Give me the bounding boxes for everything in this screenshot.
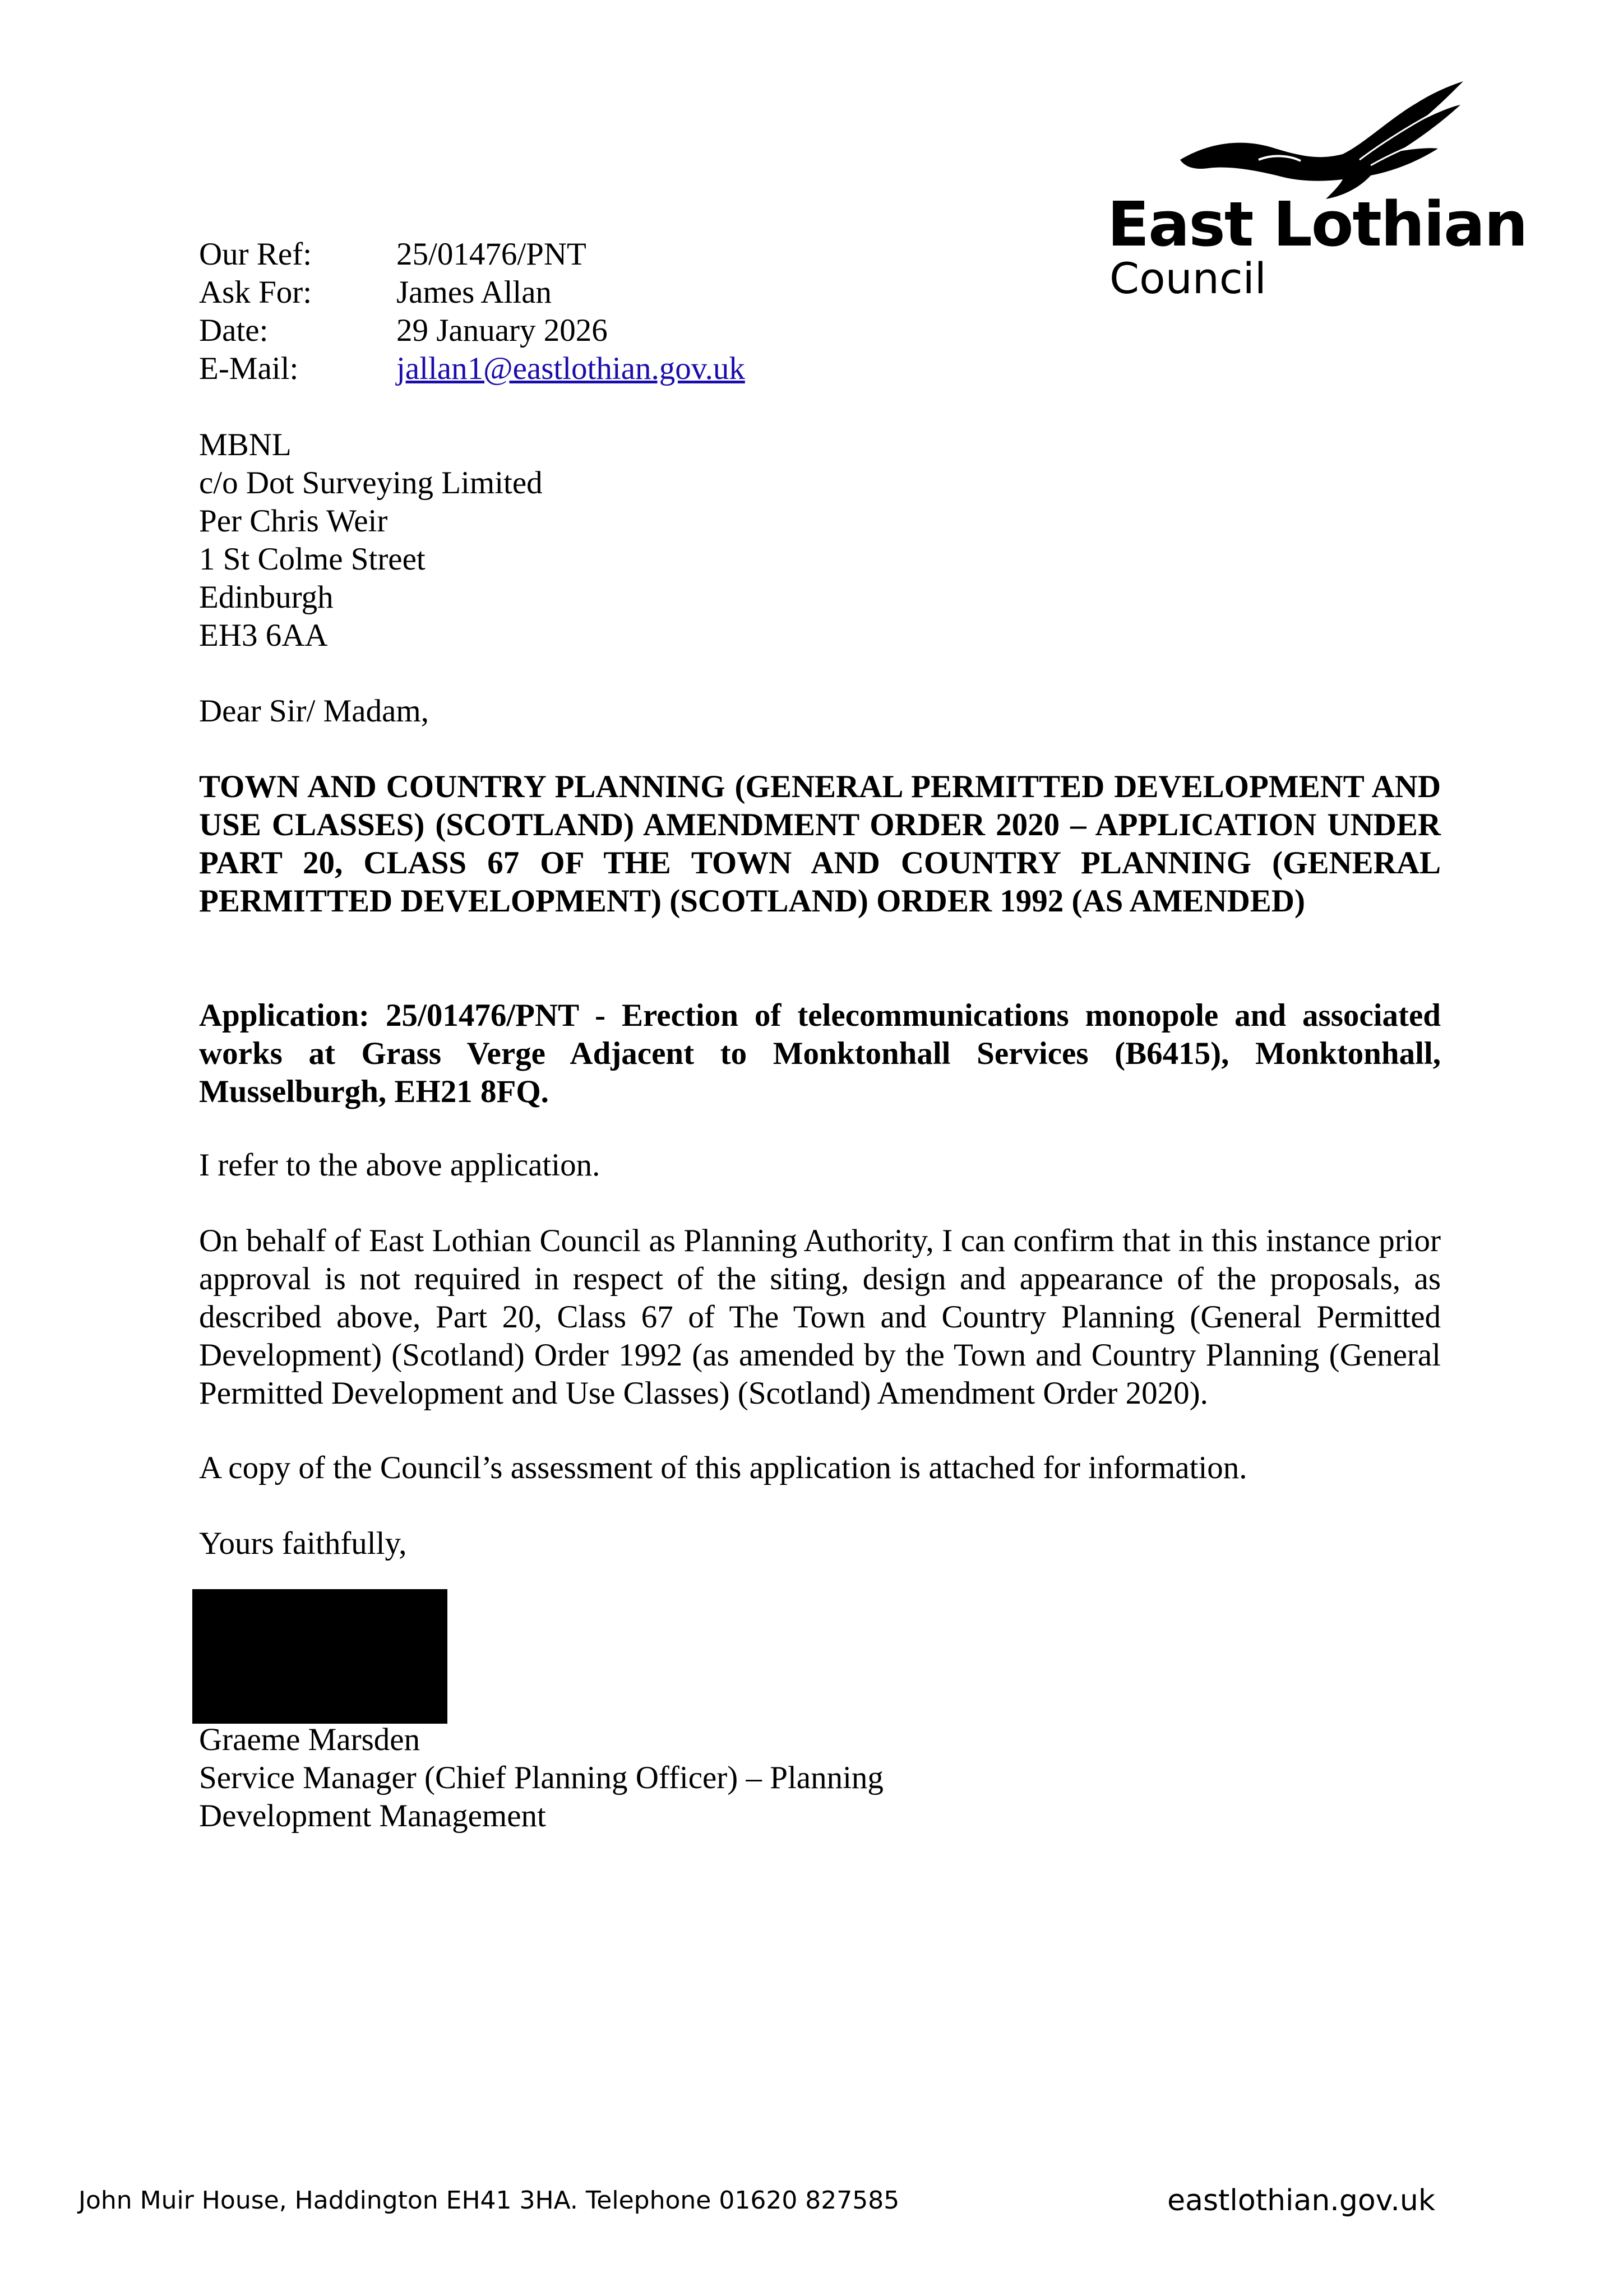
- ref-value: James Allan: [396, 275, 552, 310]
- ref-label: Date:: [199, 313, 269, 348]
- address-line: Edinburgh: [199, 580, 334, 615]
- paragraph: On behalf of East Lothian Council as Planning Authority, I can confirm that in this instance prior approval is not required in respect of the siting, design and appearance of the proposals, as described above, Part 20, Class 67 of The Town and Country Planning (General Permitted Development) (Scotland) Order 1992 (as amended by the Town and Country Planning (General Permitted Development and Use Classes) (Scotland) Amendment Order 2020).: [199, 1223, 1441, 1411]
- address-line: 1 St Colme Street: [199, 541, 426, 577]
- ref-row-our-ref: [199, 235, 745, 274]
- address-line: EH3 6AA: [199, 618, 328, 653]
- ref-value: 25/01476/PNT: [396, 237, 586, 272]
- closing: Yours faithfully,: [199, 1526, 407, 1561]
- signatory-title: Service Manager (Chief Planning Officer) – Planning: [199, 1760, 884, 1795]
- signature-redaction: [192, 1589, 447, 1724]
- eagle-icon: [1175, 76, 1466, 205]
- ref-row-date: [199, 312, 745, 350]
- ref-label: E-Mail:: [199, 351, 299, 386]
- recipient-address: [199, 426, 543, 655]
- logo-subtitle: Council: [1109, 253, 1266, 303]
- letter-heading: TOWN AND COUNTRY PLANNING (GENERAL PERMITTED DEVELOPMENT AND USE CLASSES) (SCOTLAND) AMENDMENT ORDER 2020 – APPLICATION UNDER PART 20, CLASS 67 OF THE TOWN AND COUNTRY PLANNING (GENERAL PERMITTED DEVELOPMENT) (SCOTLAND) ORDER 1992 (AS AMENDED): [199, 769, 1441, 919]
- reference-block: [199, 235, 745, 388]
- ref-row-ask-for: [199, 274, 745, 312]
- footer-address: John Muir House, Haddington EH41 3HA. Telephone 01620 827585: [78, 2186, 900, 2215]
- signatory-department: Development Management: [199, 1798, 546, 1834]
- signatory-block: [199, 1721, 884, 1835]
- logo-name: East Lothian: [1107, 188, 1527, 260]
- ref-row-email: [199, 350, 745, 388]
- address-line: Per Chris Weir: [199, 503, 388, 539]
- ref-label: Ask For:: [199, 275, 312, 310]
- address-line: c/o Dot Surveying Limited: [199, 465, 543, 501]
- email-link[interactable]: jallan1@eastlothian.gov.uk: [396, 351, 745, 386]
- application-summary: Application: 25/01476/PNT - Erection of telecommunications monopole and associated works at Grass Verge Adjacent to Monktonhall Services (B6415), Monktonhall, Musselburgh, EH21 8FQ.: [199, 998, 1441, 1109]
- council-logo: [1107, 76, 1533, 303]
- ref-label: Our Ref:: [199, 237, 312, 272]
- address-line: MBNL: [199, 427, 292, 462]
- footer-website: eastlothian.gov.uk: [1167, 2184, 1435, 2218]
- paragraph: A copy of the Council’s assessment of this application is attached for information.: [199, 1450, 1247, 1485]
- signatory-name: Graeme Marsden: [199, 1722, 420, 1757]
- salutation: Dear Sir/ Madam,: [199, 693, 429, 729]
- ref-value: 29 January 2026: [396, 313, 608, 348]
- paragraph: I refer to the above application.: [199, 1147, 600, 1183]
